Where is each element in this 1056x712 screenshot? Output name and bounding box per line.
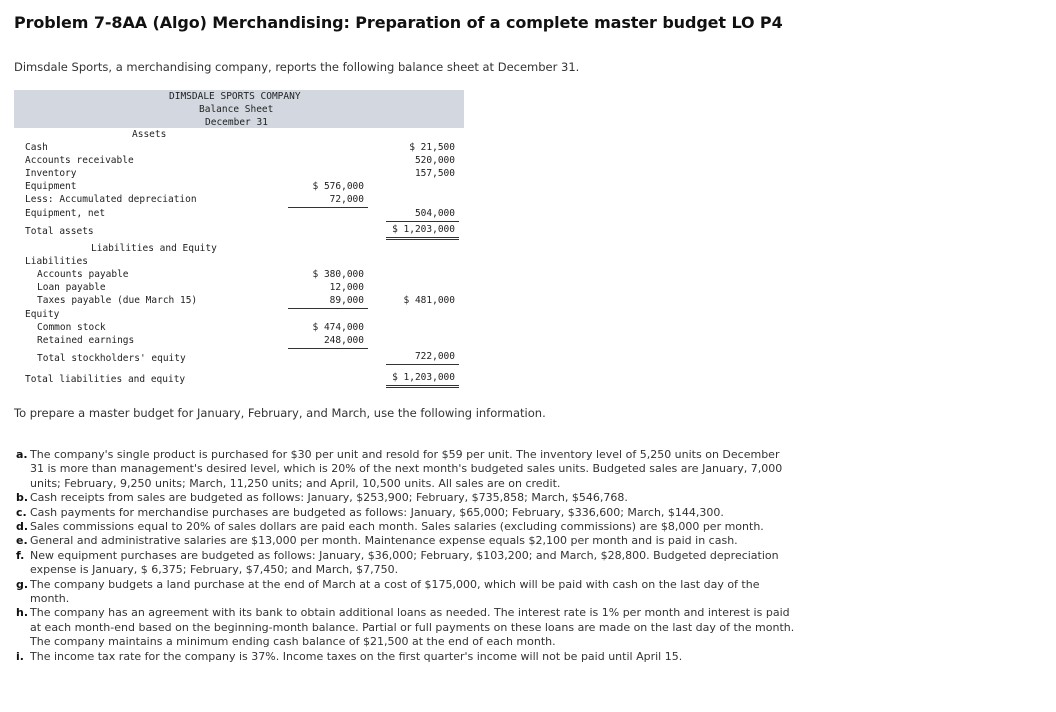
intro-text: Dimsdale Sports, a merchandising company, reports the following balance sheet at December 31. xyxy=(14,60,580,74)
rule xyxy=(386,387,459,388)
ap-value: $ 380,000 xyxy=(312,269,364,280)
rule xyxy=(386,364,459,365)
list-item xyxy=(16,448,796,491)
total-le-label: Total liabilities and equity xyxy=(25,374,186,385)
assets-heading: Assets xyxy=(132,129,167,140)
total-equity-label: Total stockholders' equity xyxy=(37,353,186,364)
liabilities-equity-heading: Liabilities and Equity xyxy=(91,243,217,254)
item-label: f. xyxy=(16,548,25,562)
liabilities-label: Liabilities xyxy=(25,256,88,267)
item-text: Cash receipts from sales are budgeted as follows: January, $253,900; February, $735,858; March, $546,768. xyxy=(30,491,628,505)
item-text: The company has an agreement with its bank to obtain additional loans as needed. The interest rate is 1% per month and interest is paid at each month-end based on the beginning-month balance. Partial or full payments on these loans are made on the last day of the month. The company maintains a minimum ending cash balance of $21,500 at the end of each month. xyxy=(30,606,795,649)
list-item xyxy=(16,578,796,607)
list-item xyxy=(16,549,796,578)
total-assets-label: Total assets xyxy=(25,226,94,237)
rule xyxy=(288,207,368,208)
rule xyxy=(288,348,368,349)
page-title: Problem 7-8AA (Algo) Merchandising: Preparation of a complete master budget LO P4 xyxy=(14,13,783,32)
common-stock-value: $ 474,000 xyxy=(312,322,364,333)
loan-value: 12,000 xyxy=(329,282,364,293)
item-label: b. xyxy=(16,491,29,505)
total-assets-value: $ 1,203,000 xyxy=(392,224,455,235)
rule xyxy=(386,239,459,240)
rule xyxy=(386,237,459,238)
total-equity-value: 722,000 xyxy=(414,351,455,362)
instructions-text: To prepare a master budget for January, February, and March, use the following information. xyxy=(14,406,546,420)
item-text: General and administrative salaries are $13,000 per month. Maintenance expense equals $2,100 per month and is paid in cash. xyxy=(30,534,738,548)
budget-info-list xyxy=(16,448,796,664)
item-text: New equipment purchases are budgeted as follows: January, $36,000; February, $103,200; and March, $28,800. Budgeted depreciation expense is January, $ 6,375; February, $7,450; and March, $7,750. xyxy=(30,548,779,577)
cash-value: $ 21,500 xyxy=(409,142,455,153)
ar-value: 520,000 xyxy=(414,155,455,166)
company-name: DIMSDALE SPORTS COMPANY xyxy=(169,91,301,102)
item-text: The company's single product is purchased for $30 per unit and resold for $59 per unit. The inventory level of 5,250 units on December 31 is more than management's desired level, which is 20% of the next month's budgeted sales units. Budgeted sales are January, 7,000 units; February, 9,250 units; March, 11,250 units; and April, 10,500 units. All sales are on credit. xyxy=(30,448,783,490)
rule xyxy=(386,221,459,222)
taxes-label: Taxes payable (due March 15) xyxy=(37,295,198,306)
total-liabilities-value: $ 481,000 xyxy=(403,295,455,306)
list-item xyxy=(16,650,796,664)
loan-label: Loan payable xyxy=(37,282,106,293)
inventory-value: 157,500 xyxy=(414,168,455,179)
item-text: The company budgets a land purchase at the end of March at a cost of $175,000, which will be paid with cash on the last day of the month. xyxy=(30,577,760,606)
equity-label: Equity xyxy=(25,309,60,320)
balance-sheet xyxy=(14,90,464,390)
list-item xyxy=(16,506,796,520)
list-item xyxy=(16,520,796,534)
list-item xyxy=(16,491,796,505)
item-label: d. xyxy=(16,520,29,534)
accum-dep-label: Less: Accumulated depreciation xyxy=(25,194,197,205)
taxes-value: 89,000 xyxy=(329,295,364,306)
equipment-net-value: 504,000 xyxy=(414,208,455,219)
item-label: a. xyxy=(16,448,28,461)
ar-label: Accounts receivable xyxy=(25,155,134,166)
statement-date: December 31 xyxy=(205,117,268,128)
equipment-label: Equipment xyxy=(25,181,77,192)
item-text: Cash payments for merchandise purchases are budgeted as follows: January, $65,000; February, $336,600; March, $144,300. xyxy=(30,505,724,519)
item-text: Sales commissions equal to 20% of sales dollars are paid each month. Sales salaries (excluding commissions) are $8,000 per month. xyxy=(30,520,764,534)
ap-label: Accounts payable xyxy=(37,269,129,280)
inventory-label: Inventory xyxy=(25,168,77,179)
retained-earnings-label: Retained earnings xyxy=(37,335,135,346)
total-le-value: $ 1,203,000 xyxy=(392,372,455,383)
retained-earnings-value: 248,000 xyxy=(323,335,364,346)
rule xyxy=(386,385,459,386)
accum-dep-value: 72,000 xyxy=(329,194,364,205)
item-text: The income tax rate for the company is 37%. Income taxes on the first quarter's income will not be paid until April 15. xyxy=(30,649,683,663)
item-label: g. xyxy=(16,577,29,591)
item-label: c. xyxy=(16,505,27,519)
rule xyxy=(288,308,368,309)
cash-label: Cash xyxy=(25,142,48,153)
equipment-value: $ 576,000 xyxy=(312,181,364,192)
list-item xyxy=(16,534,796,548)
equipment-net-label: Equipment, net xyxy=(25,208,106,219)
item-label: e. xyxy=(16,534,28,548)
statement-name: Balance Sheet xyxy=(199,104,274,115)
common-stock-label: Common stock xyxy=(37,322,106,333)
list-item xyxy=(16,606,796,649)
item-label: h. xyxy=(16,606,29,620)
item-label: i. xyxy=(16,649,24,663)
